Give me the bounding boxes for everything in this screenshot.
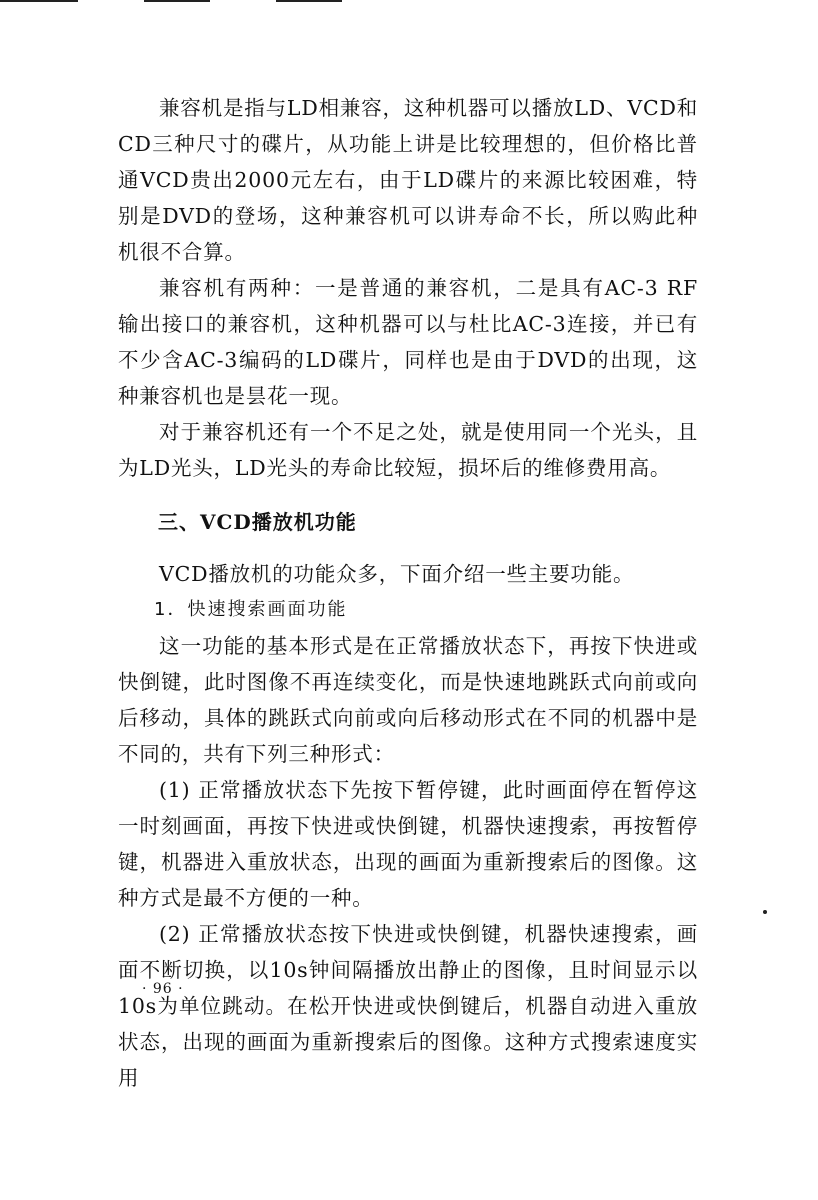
top-rule-left xyxy=(0,0,78,2)
paragraph: 这一功能的基本形式是在正常播放状态下，再按下快进或快倒键，此时图像不再连续变化，而是快速地跳跃式向前或向后移动，具体的跳跃式向前或向后移动形式在不同的机器中是不同的，共有下列三种形式： xyxy=(118,634,698,766)
top-rule-middle xyxy=(144,0,210,2)
section-heading: 三、VCD播放机功能 xyxy=(158,510,357,534)
scan-mark xyxy=(763,910,767,914)
subsection-heading: 1．快速搜索画面功能 xyxy=(154,599,348,620)
paragraph: (2) 正常播放状态按下快进或快倒键，机器快速搜索，画面不断切换，以10s钟间隔播放出静止的图像，且时间显示以10s为单位跳动。在松开快进或快倒键后，机器自动进入重放状态，出现的画面为重新搜索后的图像。这种方式搜索速度实用 xyxy=(118,922,698,1090)
intro-paragraph: VCD播放机的功能众多，下面介绍一些主要功能。 xyxy=(159,562,635,586)
page-body xyxy=(118,90,698,1096)
top-rule-right xyxy=(276,0,342,2)
paragraph: 兼容机是指与LD相兼容，这种机器可以播放LD、VCD和CD三种尺寸的碟片，从功能上讲是比较理想的，但价格比普通VCD贵出2000元左右，由于LD碟片的来源比较困难，特别是DVD的登场，这种兼容机可以讲寿命不长，所以购此种机很不合算。 xyxy=(118,96,698,264)
paragraph: (1) 正常播放状态下先按下暂停键，此时画面停在暂停这一时刻画面，再按下快进或快倒键，机器快速搜索，再按暂停键，机器进入重放状态，出现的画面为重新搜索后的图像。这种方式是最不方便的一种。 xyxy=(118,778,698,910)
paragraph: 兼容机有两种：一是普通的兼容机，二是具有AC-3 RF输出接口的兼容机，这种机器可以与杜比AC-3连接，并已有不少含AC-3编码的LD碟片，同样也是由于DVD的出现，这种兼容机也是昙花一现。 xyxy=(118,276,698,408)
paragraph: 对于兼容机还有一个不足之处，就是使用同一个光头，且为LD光头，LD光头的寿命比较短，损坏后的维修费用高。 xyxy=(118,420,698,480)
page-number: · 96 · xyxy=(142,981,184,997)
